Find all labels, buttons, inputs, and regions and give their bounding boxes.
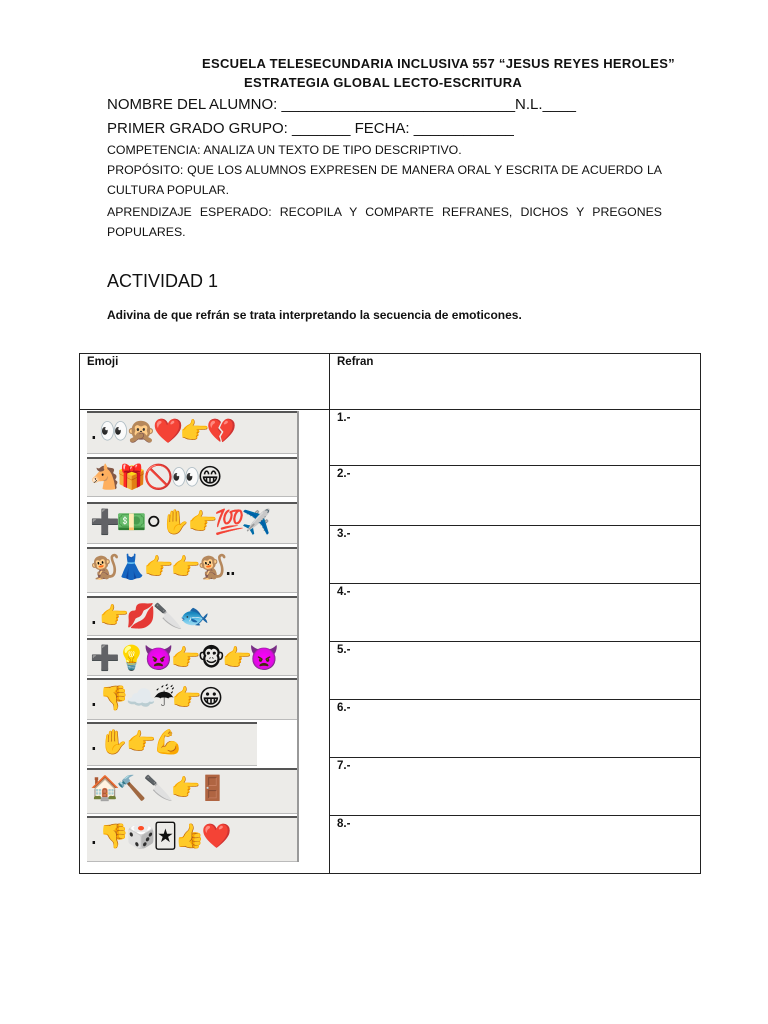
activity-instruction: Adivina de que refrán se trata interpretando la secuencia de emoticones. [107, 308, 522, 322]
strategy-title: ESTRATEGIA GLOBAL LECTO-ESCRITURA [244, 75, 523, 90]
activity-title: ACTIVIDAD 1 [107, 271, 219, 291]
refran-number: 8.- [337, 818, 351, 830]
refran-number: 3.- [337, 528, 351, 540]
school-name: ESCUELA TELESECUNDARIA INCLUSIVA 557 “JESUS REYES HEROLES” [202, 56, 675, 71]
table-row-divider [329, 465, 701, 466]
competencia-text: COMPETENCIA: ANALIZA UN TEXTO DE TIPO DESCRIPTIVO. [107, 143, 462, 157]
table-header-divider [79, 409, 701, 410]
student-name-line: NOMBRE DEL ALUMNO: ____________________________N.L.____ [107, 96, 576, 113]
table-row-divider [329, 525, 701, 526]
emoji-sequence-image: . ✋👉💪 [87, 722, 257, 766]
proposito-text-line-2: CULTURA POPULAR. [107, 183, 230, 197]
emoji-sequence-image: 🐒👗👉👉🐒.. [87, 547, 297, 593]
table-column-divider [329, 353, 330, 874]
emoji-sequence-image: 🏠🔨🔪👉🚪 [87, 768, 297, 814]
column-header-emoji: Emoji [87, 356, 119, 368]
refran-number: 7.- [337, 760, 351, 772]
image-strip-edge [297, 411, 299, 862]
table-row-divider [329, 699, 701, 700]
refran-number: 4.- [337, 586, 351, 598]
emoji-sequence-image: . 👎☁️☔👉😀 [87, 678, 297, 720]
table-row-divider [329, 757, 701, 758]
emoji-sequence-image: . 👀🙊❤️👉💔 [87, 411, 297, 454]
refran-number: 1.- [337, 412, 351, 424]
proposito-text-line-1: PROPÓSITO: QUE LOS ALUMNOS EXPRESEN DE MANERA ORAL Y ESCRITA DE ACUERDO LA [107, 163, 662, 177]
emoji-sequence-image: . 👎🎲🃏👍❤️ [87, 816, 297, 862]
refran-number: 2.- [337, 468, 351, 480]
aprendizaje-text-line-2: POPULARES. [107, 225, 186, 239]
table-row-divider [329, 583, 701, 584]
grade-group-date-line: PRIMER GRADO GRUPO: _______ FECHA: ____________ [107, 120, 514, 137]
refran-number: 6.- [337, 702, 351, 714]
refran-number: 5.- [337, 644, 351, 656]
table-row-divider [329, 815, 701, 816]
emoji-sequence-image: ➕💡👿👉🐵👉👿 [87, 638, 297, 676]
emoji-sequence-image: ➕💵⚪✋👉💯✈️ [87, 502, 297, 544]
table-row-divider [329, 641, 701, 642]
column-header-refran: Refran [337, 356, 374, 368]
emoji-sequence-image: 🐴🎁🚫👀😁 [87, 457, 297, 497]
aprendizaje-text-line-1: APRENDIZAJE ESPERADO: RECOPILA Y COMPARTE REFRANES, DICHOS Y PREGONES [107, 205, 662, 219]
emoji-sequence-image: . 👉💋🔪🐟 [87, 596, 297, 636]
